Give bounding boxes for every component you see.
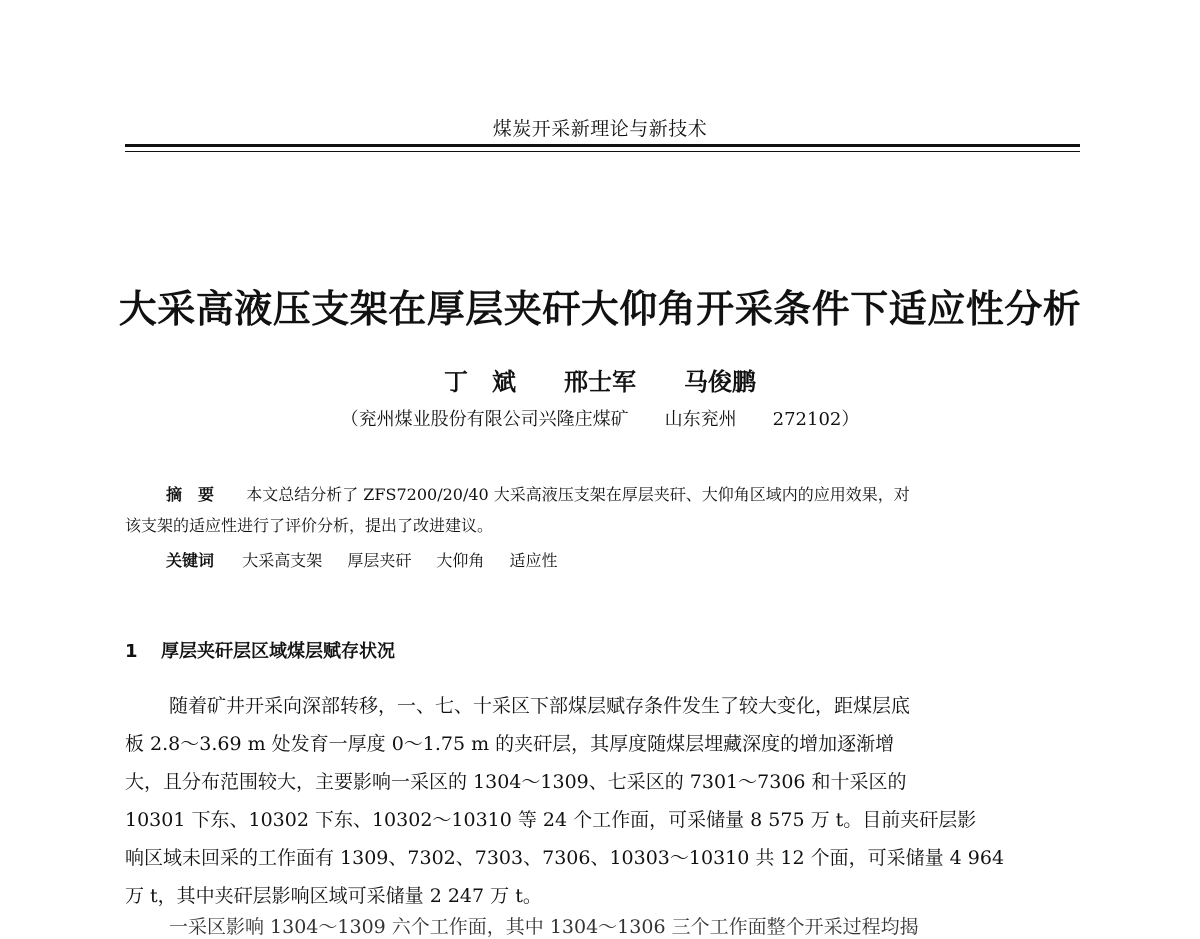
body-line: 响区域未回采的工作面有 1309、7302、7303、7306、10303～10310 共 12 个面，可采储量 4 964 (125, 847, 1005, 869)
abstract-label: 摘 要 (166, 485, 215, 504)
paper-title: 大采高液压支架在厚层夹矸大仰角开采条件下适应性分析 (118, 287, 1082, 331)
keyword-item: 厚层夹矸 (347, 551, 412, 570)
paper-authors: 丁 斌 邢士军 马俊鹏 (444, 367, 756, 396)
body-line: 随着矿井开采向深部转移，一、七、十采区下部煤层赋存条件发生了较大变化，距煤层底 (169, 695, 911, 717)
abstract-text-1: 本文总结分析了 ZFS7200/20/40 大采高液压支架在厚层夹矸、大仰角区域内的应用效果，对 (246, 485, 910, 504)
body-line: 大，且分布范围较大，主要影响一采区的 1304～1309、七采区的 7301～7306 和十采区的 (125, 771, 907, 793)
body-line: 板 2.8～3.69 m 处发育一厚度 0～1.75 m 的夹矸层，其厚度随煤层埋藏深度的增加逐渐增 (125, 733, 895, 755)
running-header: 煤炭开采新理论与新技术 (492, 118, 708, 140)
section-title: 厚层夹矸层区域煤层赋存状况 (161, 641, 395, 662)
body-line: 10301 下东、10302 下东、10302～10310 等 24 个工作面，可采储量 8 575 万 t。目前夹矸层影 (125, 809, 977, 831)
keyword-item: 适应性 (509, 551, 558, 570)
section-heading (125, 637, 395, 663)
header-rule-thin (125, 151, 1080, 152)
header-rule-thick (125, 144, 1080, 147)
abstract-line-1 (166, 482, 1081, 505)
section-number: 1 (125, 641, 138, 662)
body-line: 万 t，其中夹矸层影响区域可采储量 2 247 万 t。 (125, 885, 542, 907)
keywords-line (166, 548, 1081, 571)
keyword-item: 大采高支架 (242, 551, 323, 570)
body-line-partial: 一采区影响 1304～1309 六个工作面，其中 1304～1306 三个工作面整个开采过程均揭 (169, 916, 919, 938)
abstract-text-2: 该支架的适应性进行了评价分析，提出了改进建议。 (125, 516, 494, 535)
keywords-label: 关键词 (166, 551, 215, 570)
keyword-item: 大仰角 (436, 551, 485, 570)
paper-affiliation: （兖州煤业股份有限公司兴隆庄煤矿 山东兖州 272102） (340, 409, 860, 430)
